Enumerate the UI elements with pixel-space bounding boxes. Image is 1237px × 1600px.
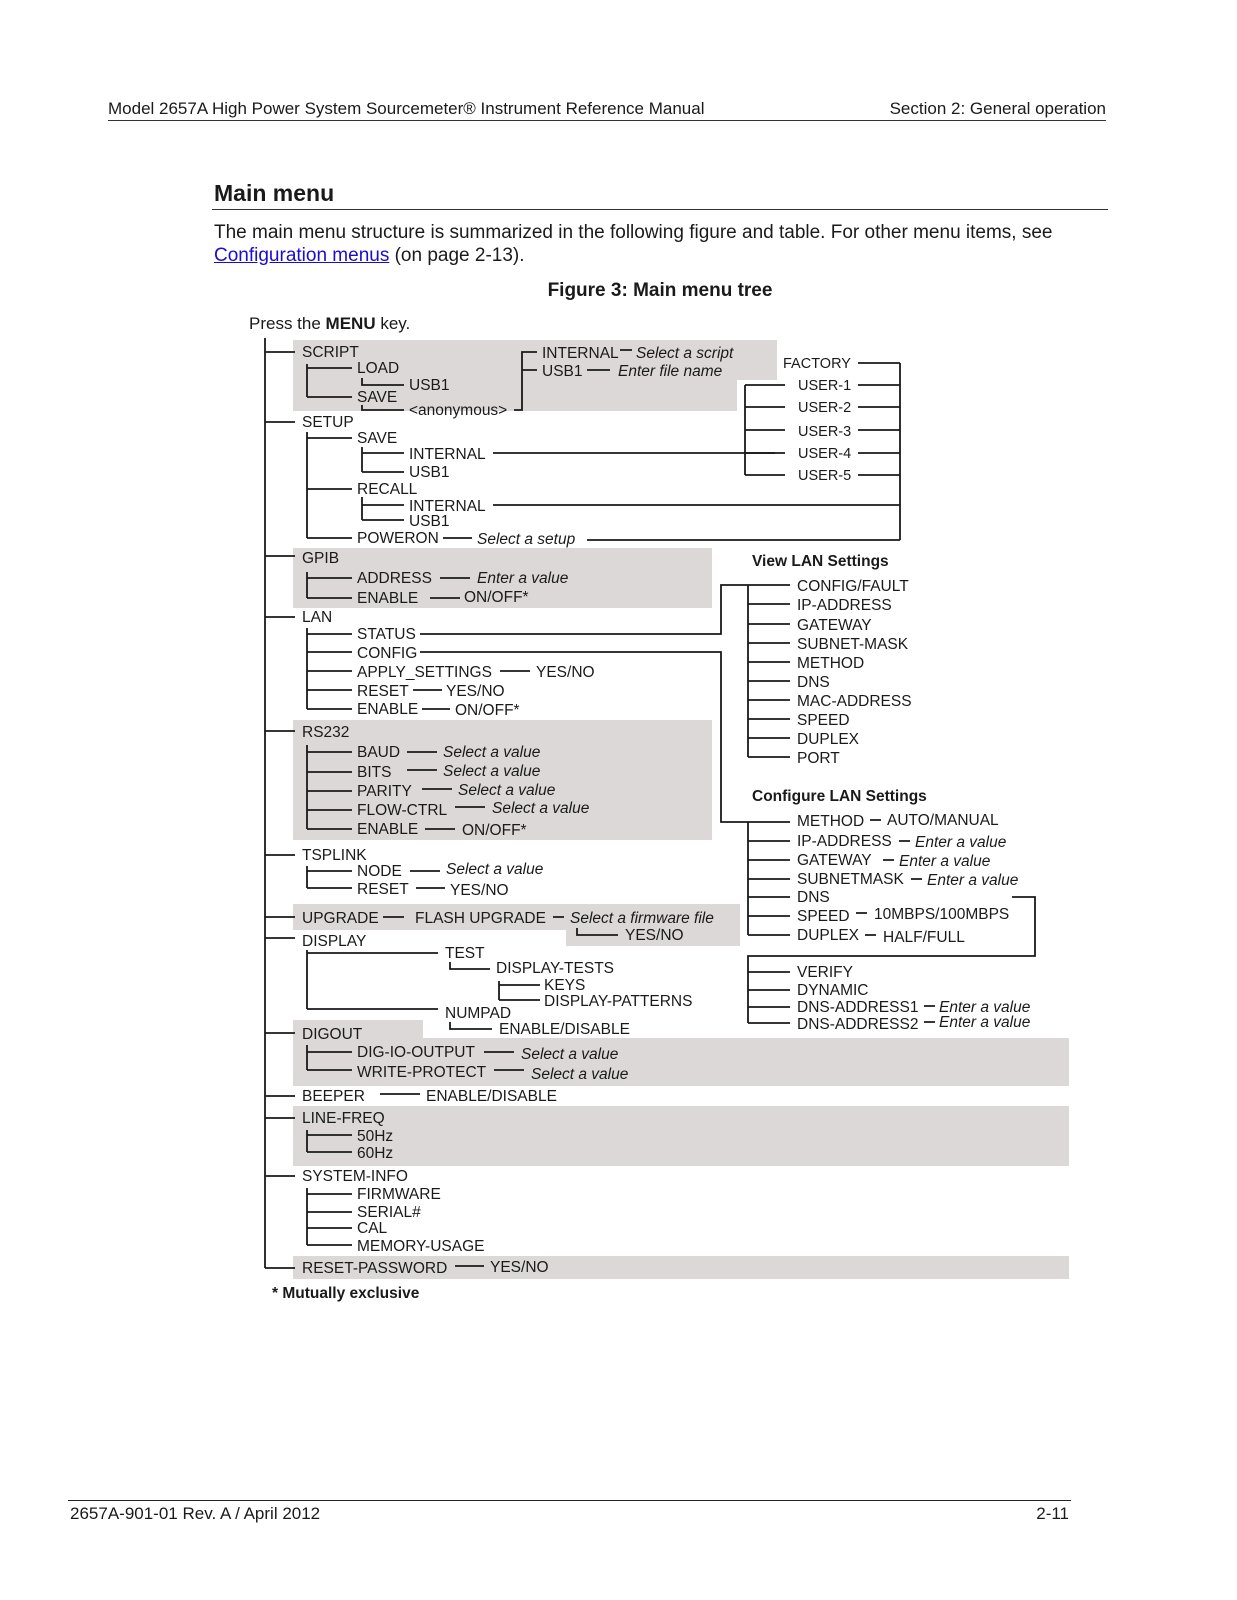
setup-user-4: USER-4 <box>798 446 852 462</box>
view-mac-address: MAC-ADDRESS <box>797 693 912 710</box>
cfg-method-value: AUTO/MANUAL <box>887 812 999 829</box>
view-speed: SPEED <box>797 712 850 729</box>
lan-status: STATUS <box>357 626 416 643</box>
footer-page-number: 2-11 <box>1036 1504 1069 1523</box>
configuration-menus-link[interactable]: Configuration menus <box>214 245 390 266</box>
dns-address1: DNS-ADDRESS1 <box>797 999 919 1016</box>
cfg-method: METHOD <box>797 813 865 830</box>
view-subnet-mask: SUBNET-MASK <box>797 636 909 653</box>
setup-poweron: POWERON <box>357 530 439 547</box>
view-duplex: DUPLEX <box>797 731 860 748</box>
footer-rule <box>68 1500 1071 1501</box>
cfg-duplex: DUPLEX <box>797 927 860 944</box>
lan-apply-value: YES/NO <box>536 664 595 681</box>
setup-factory: FACTORY <box>783 356 851 372</box>
menu-beeper: BEEPER <box>302 1088 365 1105</box>
dns-verify: VERIFY <box>797 964 853 981</box>
dns-address2: DNS-ADDRESS2 <box>797 1016 919 1033</box>
intro-text-before: The main menu structure is summarized in the following figure and table. For other menu items, see <box>214 222 1053 243</box>
menu-display: DISPLAY <box>302 933 367 950</box>
rs232-baud-note: Select a value <box>443 744 541 761</box>
display-numpad-value: ENABLE/DISABLE <box>499 1021 630 1038</box>
dns-address2-note: Enter a value <box>939 1014 1031 1031</box>
setup-user-1: USER-1 <box>798 378 852 394</box>
rs232-parity: PARITY <box>357 783 412 800</box>
digout-write-protect: WRITE-PROTECT <box>357 1064 487 1081</box>
setup-save-internal: INTERNAL <box>409 446 486 463</box>
display-patterns: DISPLAY-PATTERNS <box>544 993 693 1010</box>
upgrade-flash: FLASH UPGRADE <box>415 910 546 927</box>
menu-reset-password: RESET-PASSWORD <box>302 1260 448 1277</box>
menu-lan: LAN <box>302 609 333 626</box>
rs232-baud: BAUD <box>357 744 401 761</box>
lan-reset-value: YES/NO <box>446 683 505 700</box>
footer-document-revision: 2657A-901-01 Rev. A / April 2012 <box>70 1504 321 1523</box>
script-internal: INTERNAL <box>542 345 619 362</box>
upgrade-confirm: YES/NO <box>625 927 684 944</box>
display-numpad: NUMPAD <box>445 1005 512 1022</box>
display-test: TEST <box>445 945 485 962</box>
menu-rs232: RS232 <box>302 724 350 741</box>
cfg-speed-value: 10MBPS/100MBPS <box>874 906 1010 923</box>
line-freq-50hz: 50Hz <box>357 1128 394 1145</box>
view-lan-settings-title: View LAN Settings <box>752 553 889 570</box>
section-title: Main menu <box>214 180 335 206</box>
rs232-enable-value: ON/OFF* <box>462 822 527 839</box>
cfg-ip-address: IP-ADDRESS <box>797 833 892 850</box>
menu-gpib: GPIB <box>302 550 340 567</box>
cfg-gateway-note: Enter a value <box>899 853 991 870</box>
display-keys: KEYS <box>544 977 586 994</box>
rs232-flow-ctrl-note: Select a value <box>492 800 590 817</box>
rs232-bits-note: Select a value <box>443 763 541 780</box>
shade-line-freq <box>293 1106 1069 1166</box>
setup-recall: RECALL <box>357 481 418 498</box>
intro-text-after: (on page 2-13). <box>389 245 525 266</box>
view-config-fault: CONFIG/FAULT <box>797 578 909 595</box>
cfg-subnetmask: SUBNETMASK <box>797 871 904 888</box>
menu-setup: SETUP <box>302 414 354 431</box>
script-save: SAVE <box>357 389 398 406</box>
lan-reset: RESET <box>357 683 409 700</box>
lan-enable: ENABLE <box>357 701 419 718</box>
cfg-subnetmask-note: Enter a value <box>927 872 1019 889</box>
view-dns: DNS <box>797 674 830 691</box>
lan-config: CONFIG <box>357 645 418 662</box>
line-freq-60hz: 60Hz <box>357 1145 394 1162</box>
press-menu-instruction: Press the MENU key. <box>249 314 411 333</box>
system-info-firmware: FIRMWARE <box>357 1186 441 1203</box>
running-header-left: Model 2657A High Power System Sourcemeter® Instrument Reference Manual <box>108 99 705 118</box>
cfg-gateway: GATEWAY <box>797 852 872 869</box>
script-save-anonymous: <anonymous> <box>409 402 508 419</box>
rs232-enable: ENABLE <box>357 821 419 838</box>
script-usb1-note: Enter file name <box>618 363 723 380</box>
script-load-usb1: USB1 <box>409 377 450 394</box>
view-method: METHOD <box>797 655 865 672</box>
digout-dig-io-note: Select a value <box>521 1046 619 1063</box>
setup-recall-usb1: USB1 <box>409 513 450 530</box>
digout-dig-io-output: DIG-IO-OUTPUT <box>357 1044 475 1061</box>
tsplink-reset: RESET <box>357 881 409 898</box>
system-info-serial: SERIAL# <box>357 1204 421 1221</box>
menu-digout: DIGOUT <box>302 1026 363 1043</box>
digout-write-protect-note: Select a value <box>531 1066 629 1083</box>
beeper-value: ENABLE/DISABLE <box>426 1088 557 1105</box>
cfg-ip-address-note: Enter a value <box>915 834 1007 851</box>
menu-system-info: SYSTEM-INFO <box>302 1168 408 1185</box>
setup-user-3: USER-3 <box>798 424 852 440</box>
tsplink-reset-value: YES/NO <box>450 882 509 899</box>
rs232-flow-ctrl: FLOW-CTRL <box>357 802 448 819</box>
dns-address1-note: Enter a value <box>939 999 1031 1016</box>
figure-caption: Figure 3: Main menu tree <box>547 280 773 301</box>
gpib-address-note: Enter a value <box>477 570 569 587</box>
reset-password-value: YES/NO <box>490 1259 549 1276</box>
lan-apply-settings: APPLY_SETTINGS <box>357 664 492 681</box>
setup-user-2: USER-2 <box>798 400 852 416</box>
setup-save: SAVE <box>357 430 398 447</box>
menu-line-freq: LINE-FREQ <box>302 1110 385 1127</box>
cfg-duplex-value: HALF/FULL <box>883 929 965 946</box>
view-port: PORT <box>797 750 840 767</box>
cfg-speed: SPEED <box>797 908 850 925</box>
tsplink-node: NODE <box>357 863 402 880</box>
view-ip-address: IP-ADDRESS <box>797 597 892 614</box>
menu-upgrade: UPGRADE <box>302 910 379 927</box>
display-tests: DISPLAY-TESTS <box>496 960 615 977</box>
script-internal-note: Select a script <box>636 345 734 362</box>
gpib-enable-value: ON/OFF* <box>464 589 529 606</box>
dns-dynamic: DYNAMIC <box>797 982 869 999</box>
rs232-bits: BITS <box>357 764 392 781</box>
setup-user-5: USER-5 <box>798 468 852 484</box>
script-usb1: USB1 <box>542 363 583 380</box>
rs232-parity-note: Select a value <box>458 782 556 799</box>
view-gateway: GATEWAY <box>797 617 872 634</box>
gpib-enable: ENABLE <box>357 590 419 607</box>
tsplink-node-note: Select a value <box>446 861 544 878</box>
menu-tsplink: TSPLINK <box>302 847 367 864</box>
gpib-address: ADDRESS <box>357 570 432 587</box>
setup-save-usb1: USB1 <box>409 464 450 481</box>
lan-enable-value: ON/OFF* <box>455 702 520 719</box>
script-load: LOAD <box>357 360 400 377</box>
mutually-exclusive-footnote: * Mutually exclusive <box>272 1285 420 1302</box>
upgrade-flash-note: Select a firmware file <box>570 910 714 927</box>
running-header-right: Section 2: General operation <box>889 99 1106 118</box>
menu-script: SCRIPT <box>302 344 359 361</box>
setup-recall-internal: INTERNAL <box>409 498 486 515</box>
system-info-cal: CAL <box>357 1220 388 1237</box>
cfg-dns: DNS <box>797 889 830 906</box>
configure-lan-settings-title: Configure LAN Settings <box>752 788 927 805</box>
setup-poweron-note: Select a setup <box>477 531 576 548</box>
system-info-memory: MEMORY-USAGE <box>357 1238 485 1255</box>
